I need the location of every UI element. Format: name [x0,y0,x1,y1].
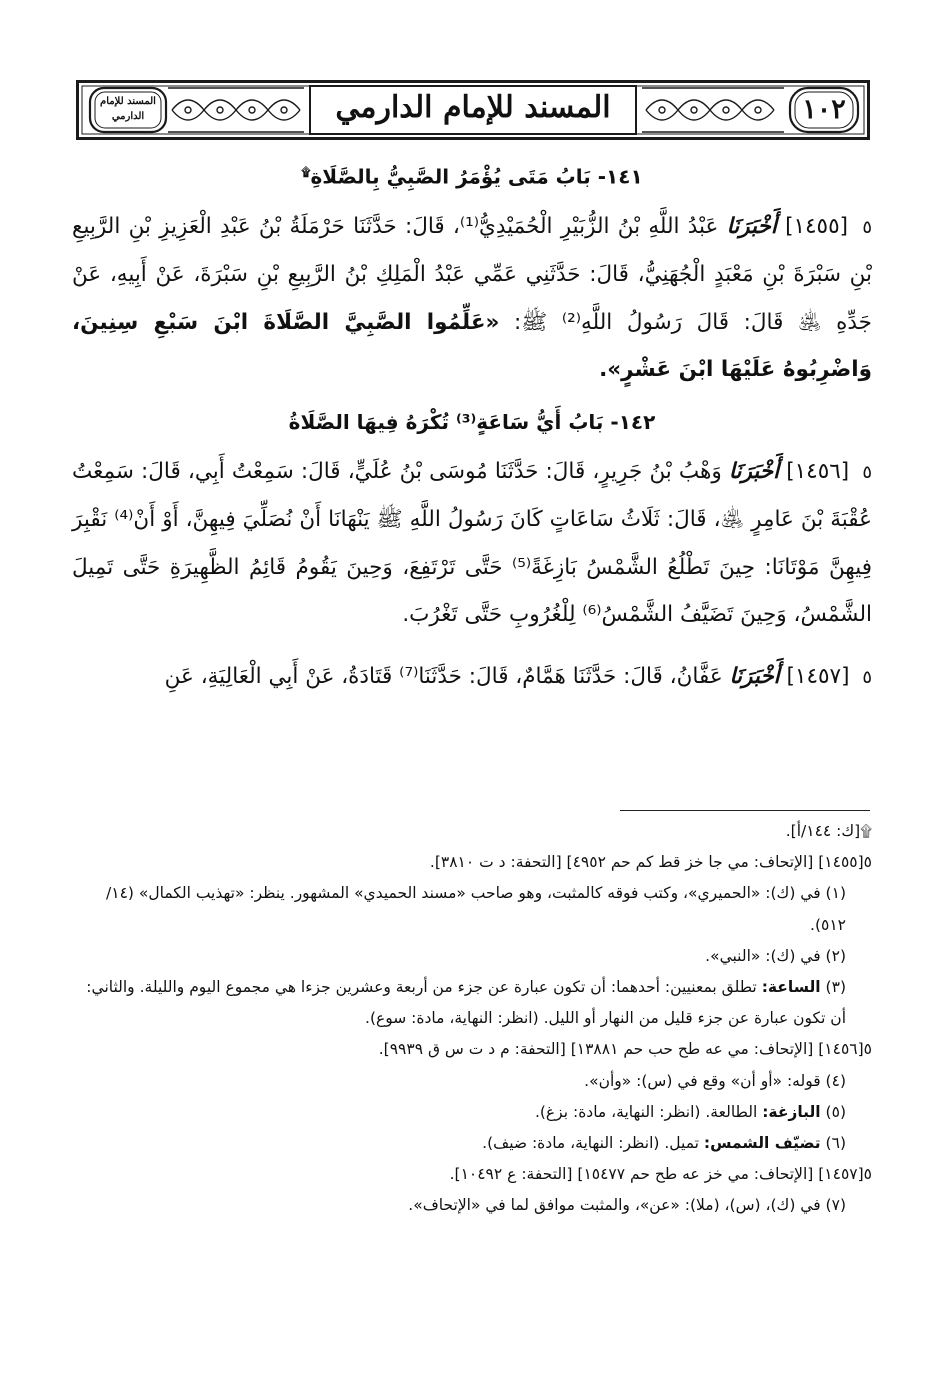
lead-word: أَخْبَرَنَا [726,213,777,239]
isnad-text: وَهْبُ بْنُ جَرِيرٍ، قَالَ: حَدَّثَنَا مُوسَى بْنُ عُلَيٍّ، قَالَ: سَمِعْتُ أَبِي، قَالَ: سَمِعْتُ عُقْبَةَ بْنَ عَامِرٍ ﵁، قَالَ: ثَلَاثُ سَاعَاتٍ كَانَ رَسُولُ اللَّهِ ﷺ يَنْهَانَا أَنْ نُصَلِّيَ فِيهِنَّ، أَوْ أَنْ⁽⁴⁾ نَقْبِرَ فِيهِنَّ مَوْتَانَا: حِينَ تَطْلُعُ الشَّمْسُ بَازِغَةً⁽⁵⁾ حَتَّى تَرْتَفِعَ، وَحِينَ يَقُومُ قَائِمُ الظَّهِيرَةِ حَتَّى تَمِيلَ الشَّمْسُ، وَحِينَ تَضَيَّفُ الشَّمْسُ⁽⁶⁾ لِلْغُرُوبِ حَتَّى تَغْرُبَ. [72,458,872,628]
footnote-number: (٦) [825,1134,846,1153]
footnote-folio: ۩[ك: ١٤٤/أ]. [785,822,872,840]
hadith-number: [١٤٥٥] [785,213,849,239]
footnote-3 [72,972,872,1034]
paragraph-bullet: ٥ [862,216,872,238]
folio-marker: ۩ [301,165,311,179]
hadith-paragraph-1455 [72,203,872,394]
hadith-paragraph-1456 [72,448,872,639]
chapter-title: ١٤٢- بَابُ أَيُّ سَاعَةٍ⁽³⁾ تُكْرَهُ فِيهَا الصَّلَاةُ [288,409,656,434]
running-title: المسند للإمام الدارمي [335,90,611,125]
footnote-2: (٢) في (ك): «النبي». [705,946,846,965]
footnote-number: (٥) [825,1102,846,1121]
lead-word: أَخْبَرَنَا [729,663,780,689]
footnote-takhrij-1456: ٥[١٤٥٦] [الإتحاف: مي عه طح حب حم ١٣٨٨١] [التحفة: م د ت س ق ٩٩٣٩]. [378,1040,872,1059]
page-number: ١٠٢ [802,94,846,125]
hadith-matn: «عَلِّمُوا الصَّبِيَّ الصَّلَاةَ ابْنَ سَبْعِ سِنِينَ، وَاضْرِبُوهُ عَلَيْهَا ابْنَ عَشْرٍ». [72,309,872,383]
paragraph-bullet: ٥ [862,666,872,688]
chapter-heading-141 [72,158,872,191]
paragraph-bullet: ٥ [862,461,872,483]
footnote-7: (٧) في (ك)، (س)، (ملا): «عن»، والمثبت موافق لما في «الإتحاف». [408,1196,846,1215]
header-seal-text: المسند للإمام الدارمي [100,96,156,122]
footnote-text: الطالعة. (انظر: النهاية، مادة: بزغ). [534,1102,758,1121]
chapter-title: ١٤١- بَابُ مَتَى يُؤْمَرُ الصَّبِيُّ بِالصَّلَاةِ [310,164,643,189]
footnote-takhrij-1457: ٥[١٤٥٧] [الإتحاف: مي خز عه طح حم ١٥٤٧٧] [التحفة: ع ١٠٤٩٢]. [449,1165,872,1184]
footnote-5 [72,1097,872,1128]
isnad-text: عَفَّانُ، قَالَ: حَدَّثَنَا هَمَّامٌ، قَالَ: حَدَّثَنَا⁽⁷⁾ قَتَادَةُ، عَنْ أَبِي الْعَالِيَةِ، عَنِ [164,663,723,689]
footnote-1: (١) في (ك): «الحميري»، وكتب فوقه كالمثبت، وهو صاحب «مسند الحميدي» المشهور. ينظر: «تهذيب الكمال» (١٤/ ٥١٢). [106,884,846,934]
isnad-text: عَبْدُ اللَّهِ بْنُ الزُّبَيْرِ الْحُمَيْدِيُّ⁽¹⁾، قَالَ: حَدَّثَنَا حَرْمَلَةُ بْنُ عَبْدِ الْعَزِيزِ بْنِ الرَّبِيعِ بْنِ سَبْرَةَ بْنِ مَعْبَدٍ الْجُهَنِيُّ، قَالَ: حَدَّثَنِي عَمِّي عَبْدُ الْمَلِكِ بْنُ الرَّبِيعِ بْنِ سَبْرَةَ، عَنْ أَبِيهِ، عَنْ جَدِّهِ ﵁ قَالَ: قَالَ رَسُولُ اللَّهِ⁽²⁾ ﷺ: [72,213,872,335]
footnote-6 [72,1128,872,1159]
footnote-text: تميل. (انظر: النهاية، مادة: ضيف). [482,1134,699,1153]
footnote-term: البازغة: [762,1102,821,1121]
footnote-takhrij-1455: ٥[١٤٥٥] [الإتحاف: مي جا خز قط كم حم ٤٩٥٢] [التحفة: د ت ٣٨١٠]. [429,853,872,872]
hadith-number: [١٤٥٦] [786,458,850,484]
footnote-text: تطلق بمعنيين: أحدهما: أن تكون عبارة عن جزء من أربعة وعشرين جزءا هي مجموع اليوم والليلة. والثاني: أن تكون عبارة عن جزء قليل من النهار أو الليل. (انظر: النهاية، مادة: سوع). [86,978,846,1028]
lead-word: أَخْبَرَنَا [728,458,780,484]
footnotes [72,816,872,1222]
footnote-term: الساعة: [761,978,821,997]
footnote-separator [620,810,870,811]
main-text [72,150,872,701]
footnote-term: تضيّف الشمس: [703,1134,821,1153]
footnote-4: (٤) قوله: «أو أن» وقع في (س): «وأن». [584,1071,846,1090]
page-header [76,80,870,140]
footnote-number: (٣) [825,978,846,997]
chapter-heading-142 [72,408,872,436]
hadith-paragraph-1457 [72,653,872,702]
hadith-number: [١٤٥٧] [786,663,850,689]
